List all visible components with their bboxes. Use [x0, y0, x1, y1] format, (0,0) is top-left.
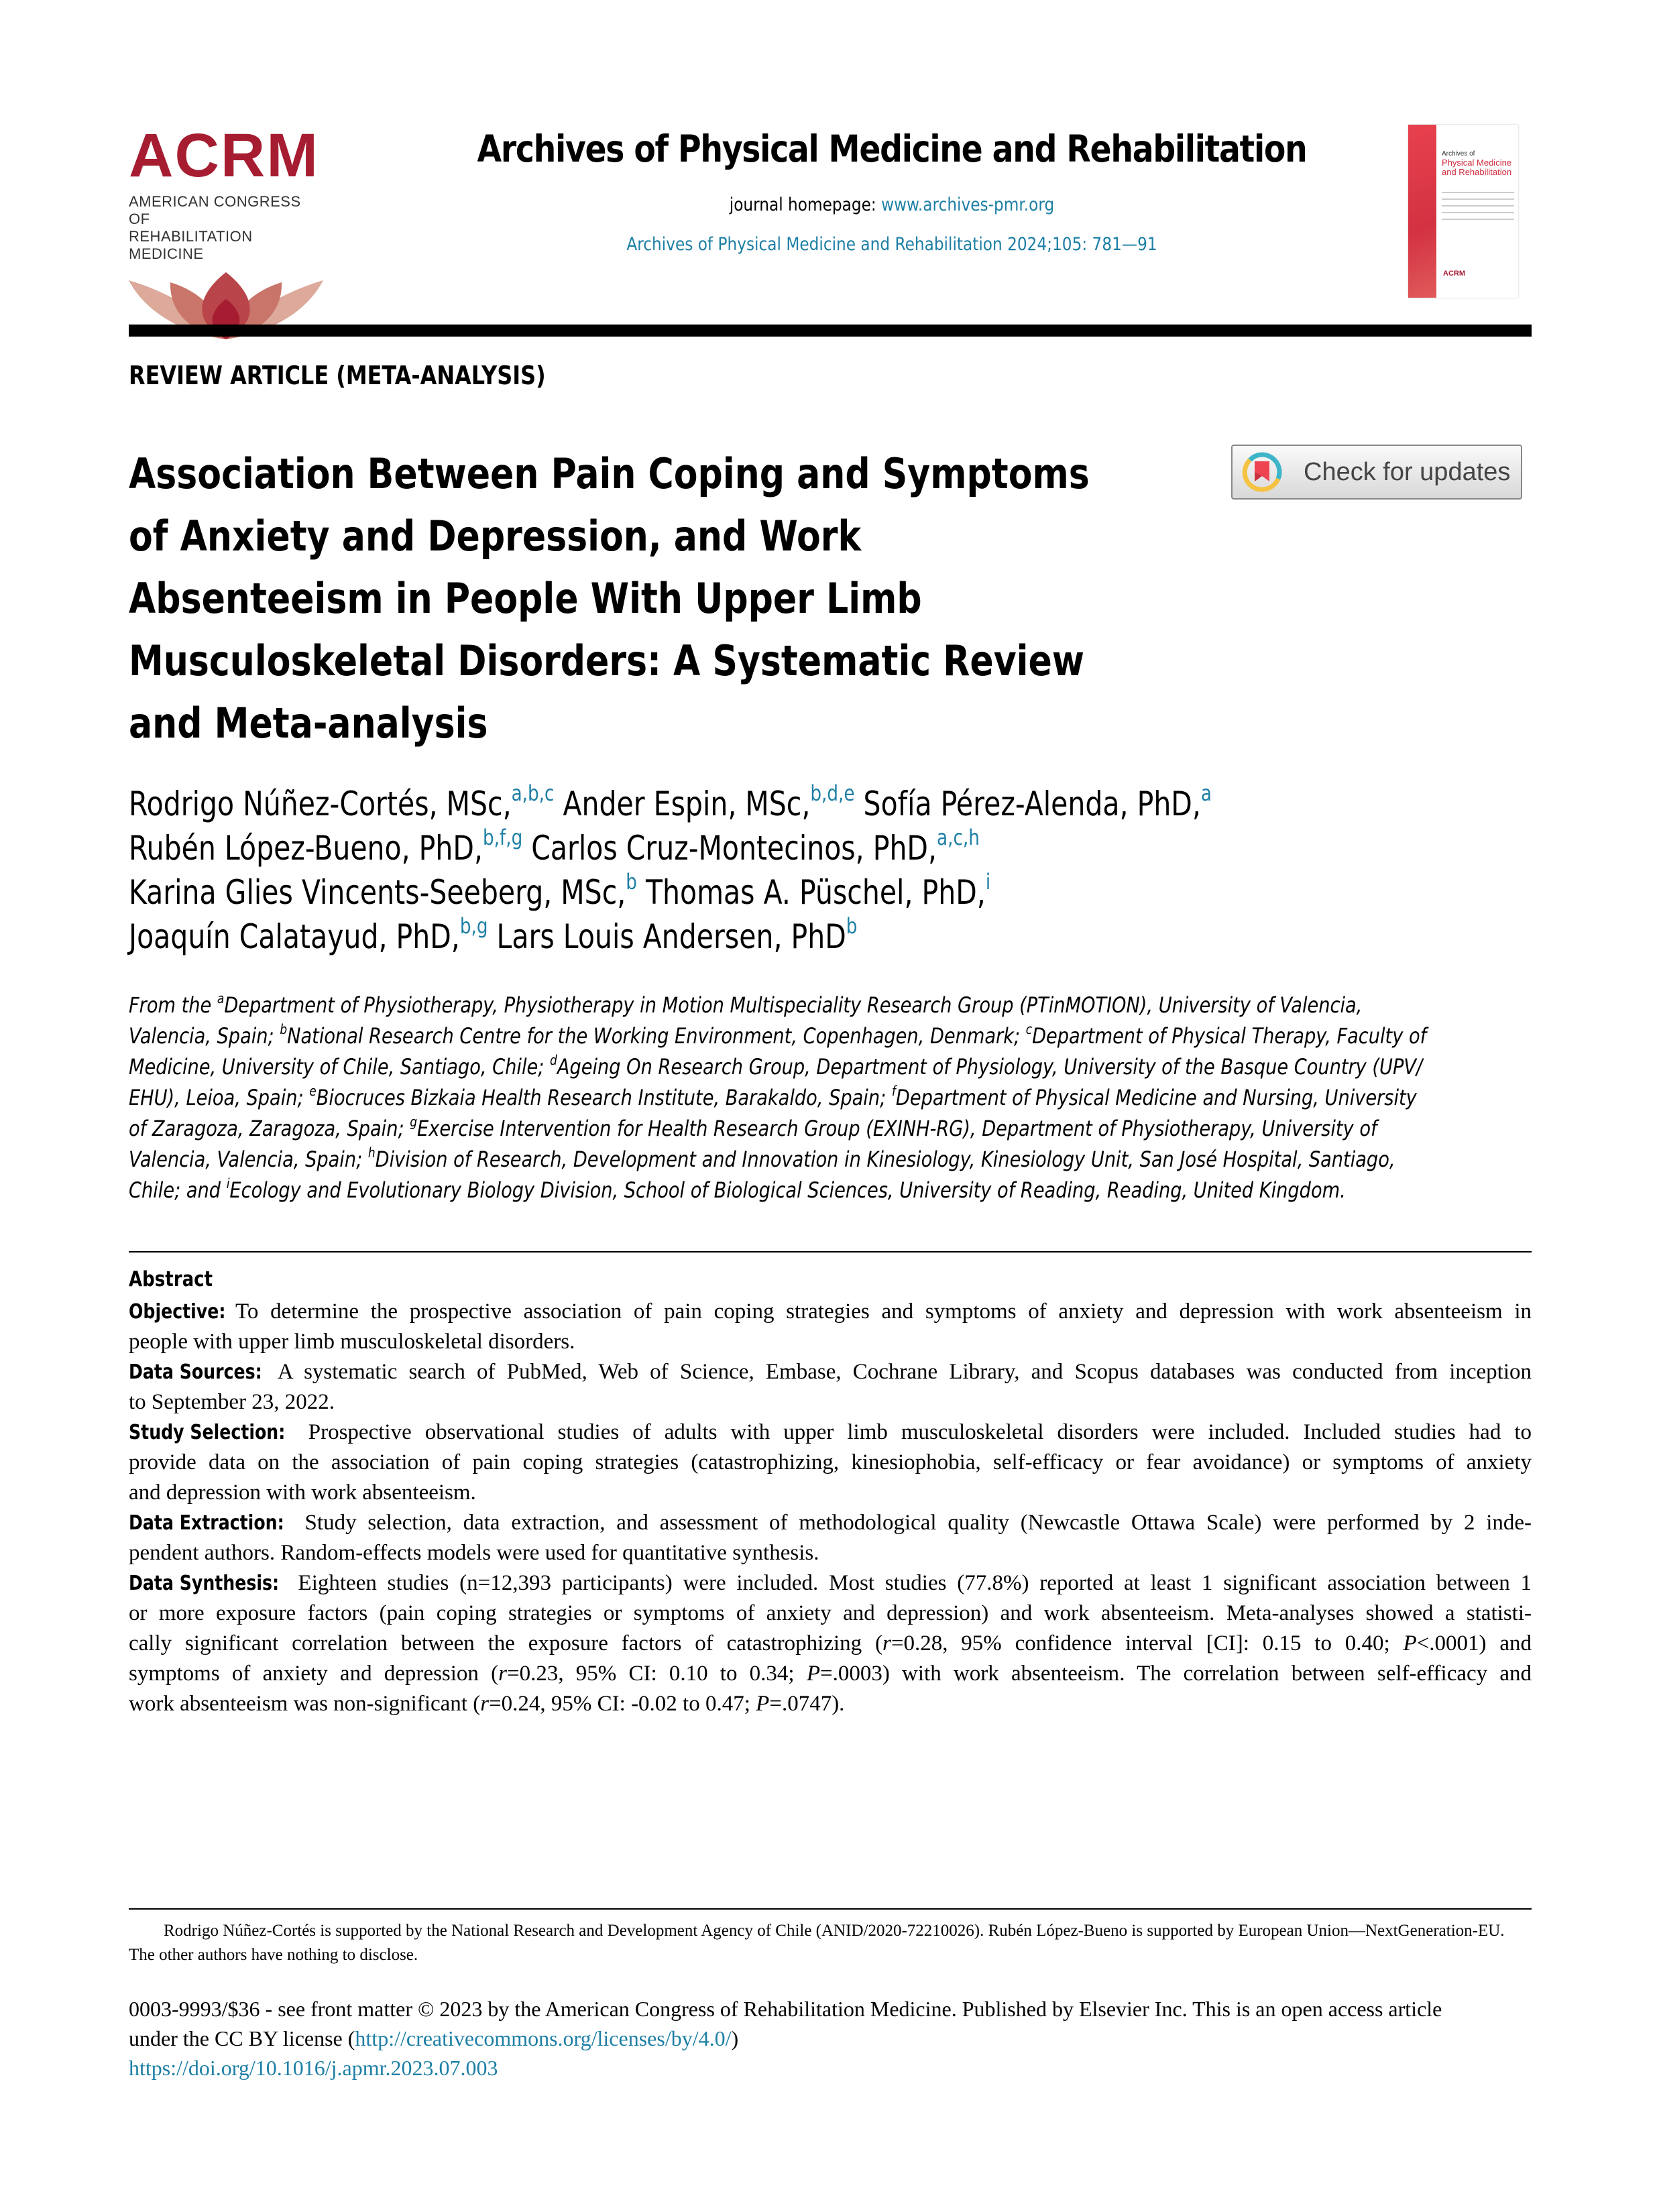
affil-marker: i	[226, 1175, 230, 1191]
objective-text: people with upper limb musculoskeletal disorders.	[129, 1330, 575, 1354]
journal-header	[376, 127, 1408, 255]
author-name: Carlos Cruz-Montecinos, PhD,	[531, 829, 937, 868]
crossmark-icon	[1242, 452, 1282, 492]
affil-marker: b	[280, 1021, 288, 1037]
stat-symbol: P	[806, 1662, 820, 1686]
abstract-line	[129, 1508, 1532, 1538]
abstract-line	[129, 1417, 1532, 1448]
data-synthesis-text: cally significant correlation between the exposure factors of catastrophizing (	[129, 1631, 882, 1655]
author-name: Thomas A. Püschel, PhD,	[645, 873, 986, 912]
abstract-line	[129, 1598, 1532, 1629]
title-line: and Meta-analysis	[129, 699, 488, 748]
check-for-updates-label: Check for updates	[1304, 457, 1511, 486]
data-synthesis-text: <.0001) and	[1416, 1631, 1532, 1655]
affil-marker: f	[891, 1083, 896, 1099]
author-line	[129, 782, 1212, 826]
abstract	[129, 1267, 1532, 1719]
author-affiliation-marker[interactable]: b	[846, 913, 858, 939]
data-synthesis-text: =0.23, 95% CI: 0.10 to 0.34;	[506, 1662, 807, 1686]
abstract-line	[129, 1538, 1532, 1568]
stat-symbol: P	[756, 1692, 770, 1716]
author-affiliation-marker[interactable]: a,b,c	[511, 780, 555, 806]
logo-acronym: ACRM	[129, 121, 319, 190]
author-affiliation-marker[interactable]: b,f,g	[483, 825, 523, 850]
affiliation-line	[129, 1021, 1531, 1051]
cover-title-line-2	[1442, 158, 1511, 177]
homepage-label: journal homepage:	[729, 194, 876, 215]
abstract-line	[129, 1629, 1532, 1659]
affil-marker: e	[309, 1083, 317, 1099]
copyright-line: 0003-9993/$36 - see front matter © 2023 by the American Congress of Rehabilitation Medicine. Published by Elsevier Inc. This is an open access article	[129, 1997, 1442, 2021]
data-synthesis-text: or more exposure factors (pain coping strategies or symptoms of anxiety and depression) and work absenteeism. Meta-analyses showed a statisti-	[129, 1601, 1532, 1625]
abstract-line	[129, 1689, 1532, 1719]
affil-text: Valencia, Spain;	[129, 1023, 280, 1049]
homepage-link[interactable]: www.archives-pmr.org	[881, 194, 1055, 215]
cover-title-line-3: and Rehabilitation	[1442, 167, 1512, 177]
affiliation-line	[129, 1082, 1531, 1113]
license-text: under the CC BY license (	[129, 2026, 355, 2050]
study-selection-label: Study Selection:	[129, 1421, 286, 1444]
cover-logo: ACRM	[1443, 270, 1465, 278]
affil-text: Department of Physical Medicine and Nursing, University	[895, 1085, 1417, 1110]
author-affiliation-marker[interactable]: a	[1200, 780, 1212, 806]
cover-contents	[1442, 192, 1514, 225]
article-type-label: REVIEW ARTICLE (META-ANALYSIS)	[129, 361, 546, 390]
author-affiliation-marker[interactable]: b,g	[459, 913, 488, 939]
author-line	[129, 826, 1212, 870]
affiliation-line	[129, 1175, 1531, 1206]
acrm-logo	[129, 121, 323, 341]
author-name: Ander Espin, MSc,	[563, 784, 811, 823]
logo-line-1: AMERICAN CONGRESS OF	[129, 193, 301, 227]
author-list	[129, 782, 1212, 959]
data-synthesis-text: =0.28, 95% confidence interval [CI]: 0.15 to 0.40;	[891, 1631, 1404, 1655]
funding-line: Rodrigo Núñez-Cortés is supported by the National Research and Development Agency of Chile (ANID/2020-72210026). Rubén López-Bueno is supported by European Union—NextGeneration-EU.	[164, 1922, 1505, 1940]
author-name: Sofía Pérez-Alenda, PhD,	[863, 784, 1201, 823]
doi-link[interactable]: https://doi.org/10.1016/j.apmr.2023.07.003	[129, 2056, 498, 2080]
license-link[interactable]: http://creativecommons.org/licenses/by/4.0/	[355, 2026, 732, 2050]
license-block	[129, 1994, 1532, 2083]
cover-band	[1408, 125, 1436, 298]
data-synthesis-label: Data Synthesis:	[129, 1572, 280, 1595]
stat-symbol: r	[882, 1631, 891, 1655]
author-affiliation-marker[interactable]: b,d,e	[810, 780, 855, 806]
abstract-line	[129, 1448, 1532, 1478]
affiliation-line	[129, 1051, 1531, 1082]
affil-text: Ageing On Research Group, Department of Physiology, University of the Basque Country (UPV/	[557, 1054, 1423, 1080]
data-extraction-label: Data Extraction:	[129, 1511, 284, 1535]
author-affiliation-marker[interactable]: i	[985, 869, 991, 894]
title-line: Absenteeism in People With Upper Limb	[129, 574, 922, 623]
objective-label: Objective:	[129, 1300, 226, 1324]
author-line	[129, 870, 1212, 915]
author-affiliation-marker[interactable]: b	[626, 869, 637, 894]
license-text: )	[731, 2026, 739, 2050]
data-sources-label: Data Sources:	[129, 1360, 262, 1384]
author-name: Joaquín Calatayud, PhD,	[129, 917, 460, 956]
data-sources-text: to September 23, 2022.	[129, 1390, 335, 1414]
abstract-line	[129, 1387, 1532, 1417]
cover-title-line-1: Archives of	[1442, 150, 1475, 158]
study-selection-text: Prospective observational studies of adults with upper limb musculoskeletal disorders were included. Included studies had to	[308, 1420, 1532, 1444]
abstract-line	[129, 1327, 1532, 1357]
footnote-divider	[129, 1908, 1532, 1910]
author-affiliation-marker[interactable]: a,c,h	[937, 825, 980, 850]
logo-line-2: REHABILITATION MEDICINE	[129, 228, 253, 262]
affil-text: National Research Centre for the Working Environment, Copenhagen, Denmark;	[287, 1023, 1026, 1049]
data-synthesis-text: Eighteen studies (n=12,393 participants) were included. Most studies (77.8%) reported at least 1 significant association between 1	[298, 1571, 1532, 1595]
funding-footnote	[129, 1919, 1532, 1967]
affil-marker: g	[410, 1114, 418, 1130]
objective-text: To determine the prospective association of pain coping strategies and symptoms of anxiety and depression with work absenteeism in	[235, 1299, 1532, 1324]
affil-text: Exercise Intervention for Health Research Group (EXINH-RG), Department of Physiotherapy, University of	[417, 1116, 1377, 1141]
disclosure-line: The other authors have nothing to disclose.	[129, 1946, 418, 1964]
author-name: Rodrigo Núñez-Cortés, MSc,	[129, 784, 512, 823]
check-for-updates-button[interactable]	[1231, 445, 1522, 500]
affil-marker: d	[550, 1052, 557, 1068]
affil-marker: c	[1025, 1021, 1033, 1037]
license-line	[129, 2024, 1532, 2053]
affil-text: From the	[129, 992, 217, 1018]
author-line	[129, 915, 1212, 959]
journal-citation[interactable]: Archives of Physical Medicine and Rehabilitation 2024;105: 781—91	[626, 234, 1157, 255]
stat-symbol: P	[1403, 1631, 1417, 1655]
data-synthesis-text: symptoms of anxiety and depression (	[129, 1662, 499, 1686]
affil-text: Biocruces Bizkaia Health Research Institute, Barakaldo, Spain;	[316, 1085, 892, 1110]
affil-text: of Zaragoza, Zaragoza, Spain;	[129, 1116, 410, 1141]
abstract-line	[129, 1297, 1532, 1327]
affil-text: Medicine, University of Chile, Santiago, Chile;	[129, 1054, 551, 1080]
cover-title-line-2a: Physical Medicine	[1442, 158, 1512, 168]
stat-symbol: r	[480, 1692, 490, 1716]
affil-text: Valencia, Valencia, Spain;	[129, 1147, 368, 1172]
author-name: Rubén López-Bueno, PhD,	[129, 829, 483, 868]
abstract-line	[129, 1659, 1532, 1689]
data-sources-text: A systematic search of PubMed, Web of Science, Embase, Cochrane Library, and Scopus databases was conducted from inception	[277, 1360, 1532, 1384]
affil-text: Chile; and	[129, 1177, 227, 1203]
affil-marker: a	[217, 990, 225, 1006]
journal-title: Archives of Physical Medicine and Rehabilitation	[477, 127, 1307, 170]
article-title	[129, 443, 1120, 754]
data-synthesis-text: work absenteeism was non-significant (	[129, 1692, 481, 1716]
title-line: Musculoskeletal Disorders: A Systematic Review	[129, 636, 1084, 685]
data-synthesis-text: =.0747).	[769, 1692, 845, 1716]
affil-text: Department of Physiotherapy, Physiotherapy in Motion Multispeciality Research Group (PTinMOTION), University of Valencia,	[224, 992, 1363, 1018]
stat-symbol: r	[498, 1662, 507, 1686]
affil-text: Ecology and Evolutionary Biology Division, School of Biological Sciences, University of Reading, Reading, United Kingdom.	[229, 1177, 1346, 1203]
data-extraction-text: Study selection, data extraction, and assessment of methodological quality (Newcastle Ottawa Scale) were performed by 2 inde-	[304, 1511, 1532, 1535]
data-extraction-text: pendent authors. Random-effects models were used for quantitative synthesis.	[129, 1541, 819, 1565]
abstract-line	[129, 1568, 1532, 1598]
affil-text: Division of Research, Development and Innovation in Kinesiology, Kinesiology Unit, San José Hospital, Santiago,	[375, 1147, 1395, 1172]
author-name: Karina Glies Vincents-Seeberg, MSc,	[129, 873, 626, 912]
affiliation-line	[129, 1113, 1531, 1144]
author-name: Lars Louis Andersen, PhD	[496, 917, 846, 956]
affiliations	[129, 990, 1531, 1206]
affil-text: EHU), Leioa, Spain;	[129, 1085, 310, 1110]
journal-homepage	[448, 194, 1336, 215]
affil-text: Department of Physical Therapy, Faculty of	[1032, 1023, 1427, 1049]
journal-cover-thumbnail[interactable]	[1408, 125, 1518, 298]
data-synthesis-text: =0.24, 95% CI: -0.02 to 0.47;	[489, 1692, 756, 1716]
abstract-line	[129, 1478, 1532, 1508]
study-selection-text: provide data on the association of pain coping strategies (catastrophizing, kinesiophobia, self-efficacy or fear avoidance) or symptoms of anxiety	[129, 1450, 1532, 1474]
title-line: Association Between Pain Coping and Symptoms	[129, 449, 1090, 498]
data-synthesis-text: =.0003) with work absenteeism. The correlation between self-efficacy and	[819, 1662, 1532, 1686]
affil-marker: h	[367, 1145, 376, 1161]
header-rule	[129, 325, 1532, 337]
affiliation-line	[129, 1144, 1531, 1175]
affiliation-line	[129, 990, 1531, 1021]
study-selection-text: and depression with work absenteeism.	[129, 1480, 476, 1505]
title-line: of Anxiety and Depression, and Work	[129, 512, 862, 561]
abstract-divider	[129, 1251, 1532, 1253]
abstract-line	[129, 1357, 1532, 1387]
abstract-heading: Abstract	[129, 1267, 213, 1291]
